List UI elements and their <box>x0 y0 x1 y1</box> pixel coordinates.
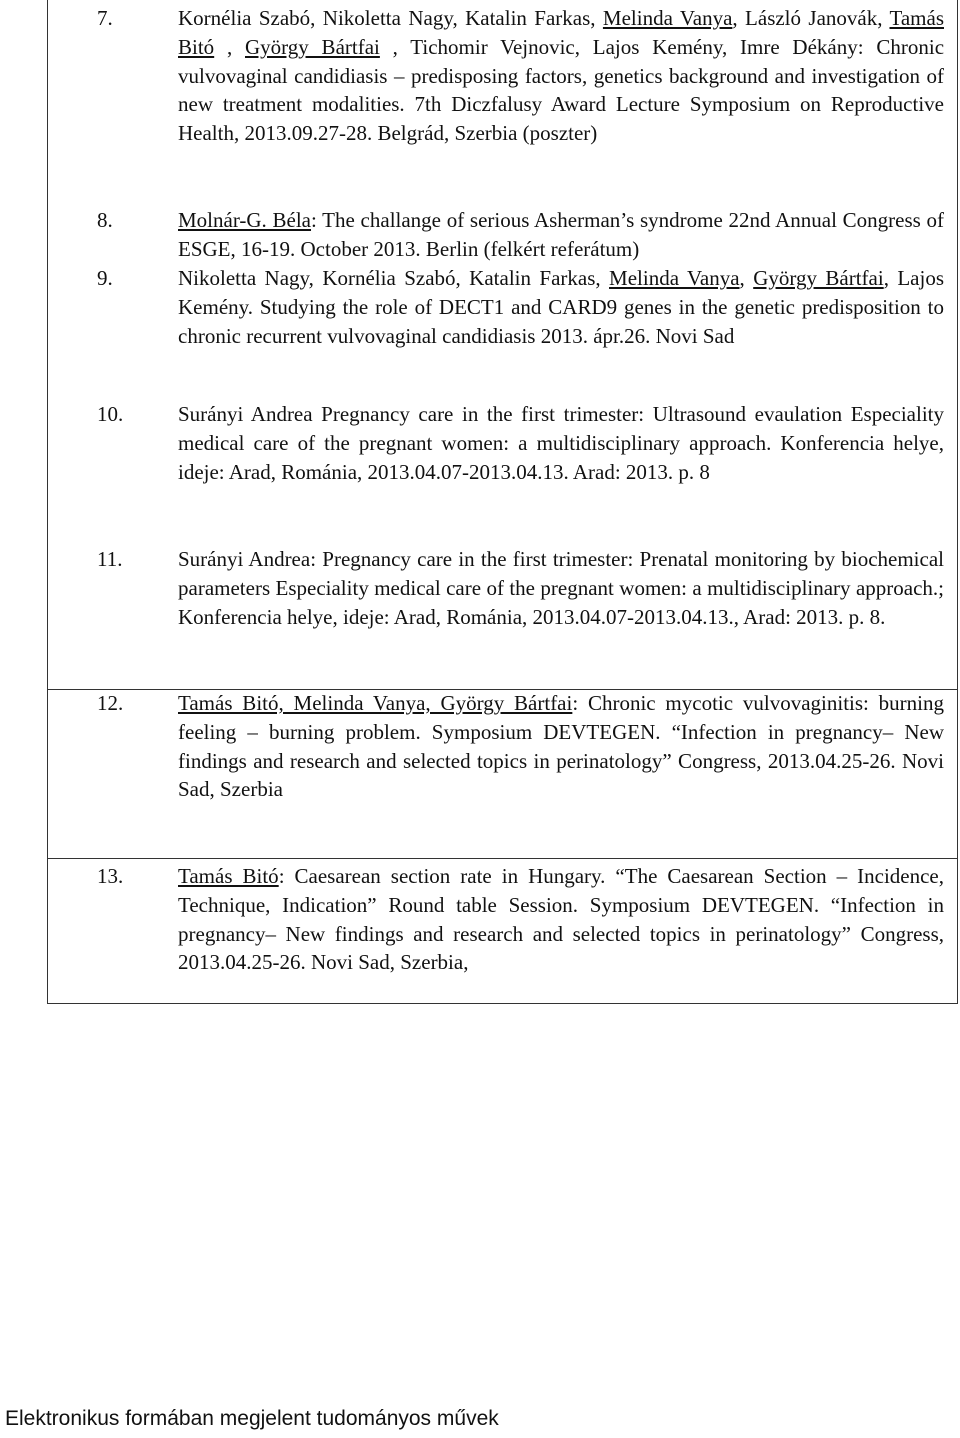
entry-text <box>178 206 944 264</box>
entry-text <box>178 400 944 486</box>
entry-segment: : Caesarean section rate in Hungary. “The Caesarean Section – Incidence, Technique, Indication” Round table Session. Symposium DEVTEGEN. “Infection in pregnancy– New findings and research and selected topics in perinatology” Congress, 2013.04.25-26. Novi Sad, Szerbia, <box>178 864 945 975</box>
entry-number: 11. <box>97 547 123 571</box>
author-link: Melinda Vanya <box>609 266 740 290</box>
entry-segment: , <box>739 266 754 290</box>
author-link: Tamás Bitó <box>178 864 279 888</box>
entry-number: 13. <box>97 864 124 888</box>
entry-number: 9. <box>97 266 113 290</box>
entry-segment: Surányi Andrea Pregnancy care in the first trimester: Ultrasound evaulation Especiality medical care of the pregnant women: a multidisciplinary approach. Konferencia helye, ideje: Arad, Románia, 2013.04.07-2013.04.13. Arad: 2013. p. 8 <box>178 402 944 484</box>
entry-number: 10. <box>97 402 124 426</box>
entry-segment: Surányi Andrea: Pregnancy care in the first trimester: Prenatal monitoring by biochemical parameters Especiality medical care of the pregnant women: a multidisciplinary approach.; Konferencia helye, ideje: Arad, Románia, 2013.04.07-2013.04.13., Arad: 2013. p. 8. <box>178 547 944 629</box>
entry-segment: , Lajos Kemény. Studying the role of DECT1 and CARD9 genes in the genetic predisposition to chronic recurrent vulvovaginal candidiasis 2013. ápr.26. Novi Sad <box>178 266 945 348</box>
entry-segment: : Chronic mycotic vulvovaginitis: burning feeling – burning problem. Symposium DEVTEGEN. “Infection in pregnancy– New findings and research and selected topics in perinatology” Congress, 2013.04.25-26. Novi Sad, Szerbia <box>178 691 944 802</box>
author-link: György Bártfai <box>245 34 380 59</box>
entry-text <box>178 4 944 148</box>
entry-segment: , László Janovák, <box>732 6 890 30</box>
entry-number: 12. <box>97 691 124 715</box>
entry-segment: : The challange of serious Asherman’s syndrome 22nd Annual Congress of ESGE, 16-19. October 2013. Berlin (felkért referátum) <box>178 208 944 261</box>
entry-number: 7. <box>97 6 113 30</box>
entry-segment: , Tichomir Vejnovic, Lajos Kemény, Imre Dékány: Chronic vulvovaginal candidiasis – predisposing factors, genetics background and investigation of new treatment modalities. 7th Diczfalusy Award Lecture Symposium on Reproductive Health, 2013.09.27-28. Belgrád, Szerbia (poszter) <box>178 34 945 146</box>
author-link: Tamás Bitó <box>178 6 944 59</box>
entry-text <box>178 545 944 631</box>
author-link: Molnár-G. Béla <box>178 208 312 232</box>
entry-text <box>178 264 944 350</box>
entry-segment: Kornélia Szabó, Nikoletta Nagy, Katalin Farkas, <box>178 6 603 30</box>
row-divider <box>47 858 958 859</box>
author-link: Melinda Vanya <box>602 6 733 30</box>
entry-segment: , <box>214 34 245 59</box>
page-footer: Elektronikus formában megjelent tudományos művek <box>5 1407 499 1430</box>
entry-segment: Nikoletta Nagy, Kornélia Szabó, Katalin Farkas, <box>178 266 610 290</box>
entry-text <box>178 862 944 977</box>
entry-number: 8. <box>97 208 113 232</box>
entry-text <box>178 689 944 804</box>
table-frame <box>47 0 958 1004</box>
author-link: György Bártfai <box>753 266 884 290</box>
author-link: Tamás Bitó, Melinda Vanya, György Bártfai <box>178 691 573 715</box>
